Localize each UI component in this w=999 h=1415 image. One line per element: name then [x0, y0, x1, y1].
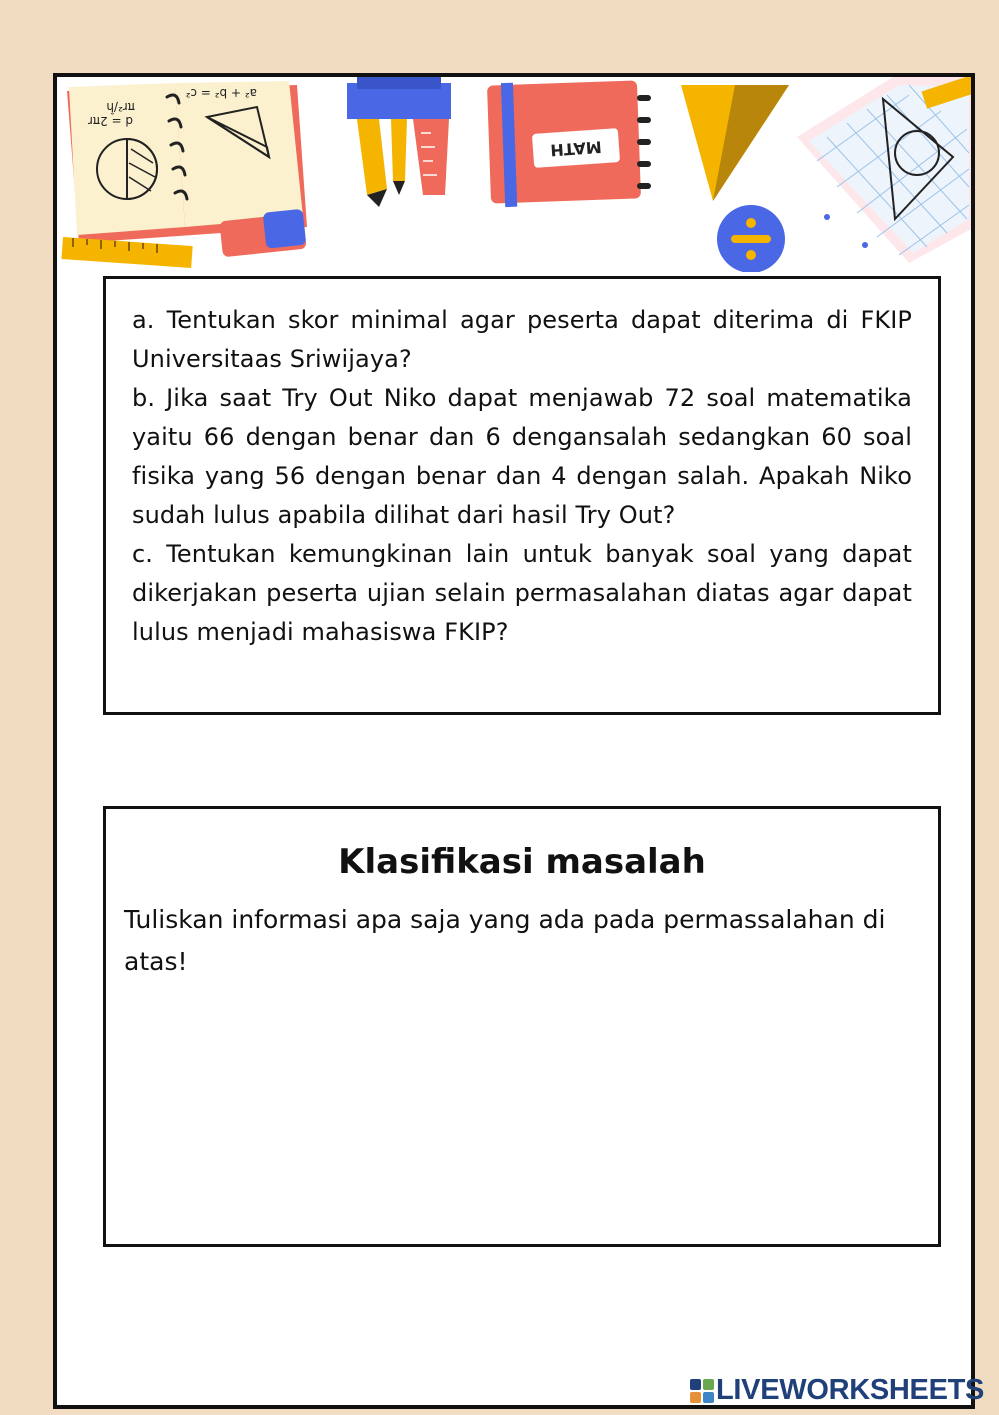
math-book-label: MATH: [549, 137, 603, 160]
questions-box: [103, 276, 941, 715]
question-a: a. Tentukan skor minimal agar peserta dapat diterima di FKIP Universitaas Sriwijaya?: [132, 306, 912, 373]
liveworksheets-logo: [690, 1374, 984, 1407]
classification-instruction: Tuliskan informasi apa saja yang ada pada permassalahan di atas!: [124, 905, 886, 976]
svg-text:πr²/ĥ: πr²/ĥ: [106, 100, 135, 114]
classification-title: Klasifikasi masalah: [338, 842, 706, 882]
question-c: c. Tentukan kemungkinan lain untuk banyak soal yang dapat dikerjakan peserta ujian selain permasalahan diatas agar dapat lulus menjadi mahasiswa FKIP?: [132, 540, 912, 646]
header-illustration: [57, 77, 975, 272]
svg-text:d = 2πr: d = 2πr: [87, 114, 133, 128]
question-b: b. Jika saat Try Out Niko dapat menjawab 72 soal matematika yaitu 66 dengan benar dan 6 dengansalah sedangkan 60 soal fisika yang 56 dengan benar dan 4 dengan salah. Apakah Niko sudah lulus apabila dilihat dari hasil Try Out?: [132, 384, 912, 529]
answer-area[interactable]: [124, 983, 920, 1223]
worksheet-sheet: [53, 73, 975, 1409]
math-book-icon: [487, 80, 651, 207]
pencils-icon: [347, 77, 451, 207]
ruler-icon: [61, 237, 192, 268]
svg-text:a² + b² = c²: a² + b² = c²: [185, 86, 257, 100]
classification-box[interactable]: [103, 806, 941, 1247]
graph-paper-icon: [797, 77, 975, 263]
division-sign-icon: [717, 205, 785, 272]
set-square-icon: [681, 85, 789, 201]
brand-text: LIVEWORKSHEETS: [716, 1374, 985, 1406]
liveworksheets-logo-icon: [690, 1379, 714, 1403]
